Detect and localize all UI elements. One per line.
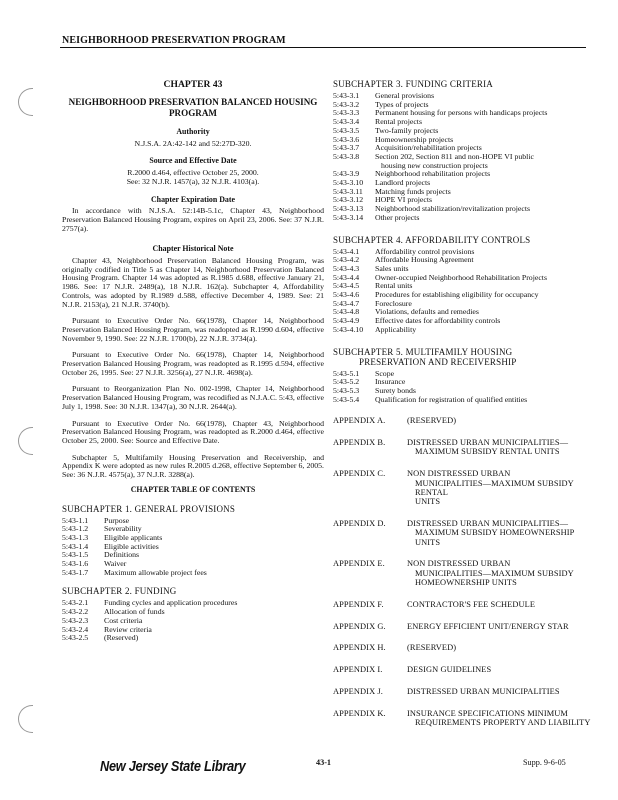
- section-number: 5:43-1.6: [62, 559, 89, 569]
- appendix-label: APPENDIX E.: [333, 559, 385, 569]
- section-entry: [333, 109, 595, 118]
- section-title: [375, 370, 595, 379]
- appendix-entry: [333, 559, 595, 587]
- toc-right: [333, 79, 595, 404]
- appendix-label: APPENDIX G.: [333, 621, 386, 631]
- section-title-text: Homeownership projects: [375, 134, 454, 144]
- section-number: 5:43-3.14: [333, 212, 364, 222]
- appendix-entry: [333, 687, 595, 696]
- section-number: 5:43-4.10: [333, 324, 364, 334]
- section-title-text: Foreclosure: [375, 298, 412, 308]
- expiration-paragraph: In accordance with N.J.S.A. 52:14B-5.1c, Chapter 43, Neighborhood Preservation Balanced Housing Program, expires on April 23, 2006. See: 37 N.J.R. 2757(a).: [62, 206, 324, 233]
- section-title-text: Two-family projects: [375, 125, 439, 135]
- appendix-label: APPENDIX J.: [333, 686, 383, 696]
- section-number: 5:43-4.2: [333, 255, 360, 265]
- section-number: 5:43-4.7: [333, 298, 360, 308]
- appendix-label: APPENDIX K.: [333, 708, 386, 718]
- subchapter-heading: SUBCHAPTER 1. GENERAL PROVISIONS: [62, 503, 236, 514]
- expiration-heading: Chapter Expiration Date: [150, 194, 236, 204]
- appendix-title: [407, 622, 595, 631]
- running-head: NEIGHBORHOOD PRESERVATION PROGRAM: [62, 35, 286, 46]
- section-entry: [62, 534, 324, 543]
- section-number: 5:43-3.3: [333, 108, 360, 118]
- section-number: 5:43-3.6: [333, 134, 360, 144]
- appendix-title: [407, 519, 595, 547]
- section-entry: [333, 214, 595, 223]
- section-number: 5:43-5.3: [333, 385, 360, 395]
- section-title-text: Sales units: [375, 263, 409, 273]
- appendix-title: [407, 687, 595, 696]
- section-title-text: Neighborhood stabilization/revitalization projects: [375, 204, 531, 214]
- section-number: 5:43-4.5: [333, 281, 360, 291]
- appendix-title-continued: MAXIMUM SUBSIDY HOMEOWNERSHIP UNITS: [415, 528, 575, 547]
- section-entry: [333, 326, 595, 335]
- subchapter-heading: SUBCHAPTER 3. FUNDING CRITERIA: [333, 79, 494, 89]
- section-title-text: Other projects: [375, 212, 420, 222]
- section-title-text: Acquisition/rehabilitation projects: [375, 143, 482, 153]
- section-title-text: Insurance: [375, 377, 406, 387]
- appendix-title-line: DISTRESSED URBAN MUNICIPALITIES—: [407, 438, 569, 448]
- appendix-title-line: DISTRESSED URBAN MUNICIPALITIES—: [407, 518, 569, 528]
- section-title-text: Surety bonds: [375, 385, 416, 395]
- section-number: 5:43-3.11: [333, 186, 363, 196]
- appendix-title: [407, 438, 595, 457]
- section-number: 5:43-3.2: [333, 99, 360, 109]
- section-entry: [62, 617, 324, 626]
- subchapter-block: [333, 79, 595, 223]
- section-entry: [62, 517, 324, 526]
- section-entry: [62, 634, 324, 643]
- section-title-text: Funding cycles and application procedures: [104, 598, 238, 608]
- section-title-text: Review criteria: [104, 624, 152, 634]
- subchapter-heading-continued: PRESERVATION AND RECEIVERSHIP: [359, 356, 517, 367]
- appendix-entry: [333, 519, 595, 547]
- appendix-title: [407, 665, 595, 674]
- section-list: [62, 599, 324, 643]
- section-title-text: Rental units: [375, 281, 413, 291]
- section-number: 5:43-1.1: [62, 515, 89, 525]
- appendix-title-continued: UNITS: [415, 497, 441, 507]
- section-number: 5:43-3.8: [333, 151, 360, 161]
- section-title-text: Violations, defaults and remedies: [375, 307, 479, 317]
- section-title-text: Maximum allowable project fees: [104, 567, 207, 577]
- history-note: [62, 257, 324, 480]
- section-entry: [333, 179, 595, 188]
- section-number: 5:43-4.9: [333, 316, 360, 326]
- section-title-text: Qualification for registration of qualified entities: [375, 394, 528, 404]
- appendix-title-continued: HOMEOWNERSHIP UNITS: [415, 577, 517, 587]
- section-number: 5:43-1.5: [62, 550, 89, 560]
- section-number: 5:43-4.8: [333, 307, 360, 317]
- appendix-title: [407, 600, 595, 609]
- appendix-title: [407, 709, 595, 728]
- section-number: 5:43-3.7: [333, 143, 360, 153]
- chapter-number: CHAPTER 43: [163, 79, 223, 90]
- section-title-text: Landlord projects: [375, 178, 431, 188]
- section-title-text: Purpose: [104, 515, 130, 525]
- section-title-text: Eligible applicants: [104, 532, 163, 542]
- appendix-label: APPENDIX A.: [333, 416, 386, 426]
- appendix-label: APPENDIX H.: [333, 643, 386, 653]
- section-number: 5:43-4.6: [333, 290, 360, 300]
- history-paragraph: Pursuant to Executive Order No. 66(1978), Chapter 14, Neighborhood Preservation Balanced Housing Program, was readopted as R.1995 d.594, effective October 26, 1995. See: 27 N.J.R. 3256(a), 27 N.J.R. 4698(a).: [62, 350, 324, 377]
- section-entry: [62, 525, 324, 534]
- section-title-text: Scope: [375, 368, 395, 378]
- section-number: 5:43-5.2: [333, 377, 360, 387]
- appendix-label: APPENDIX C.: [333, 469, 386, 479]
- section-title: [104, 551, 324, 560]
- authority-text: N.J.S.A. 2A:42-142 and 52:27D-320.: [134, 138, 252, 148]
- section-title-text: Allocation of funds: [104, 607, 165, 617]
- section-number: 5:43-2.2: [62, 607, 89, 617]
- section-entry: [333, 291, 595, 300]
- subchapter-block: [62, 504, 324, 578]
- section-entry: [333, 92, 595, 101]
- subchapter-block: [333, 235, 595, 335]
- history-paragraph: Chapter 43, Neighborhood Preservation Balanced Housing Program, was originally codified in Title 5 as Chapter 14, Neighborhood Preservation Balanced Housing Program. Chapter 14 was adopted as R.1985 d.688, effective January 21, 1986. See: 17 N.J.R. 2489(a), 18 N.J.R. 162(a). Subchapter 4, Affordability Controls, was adopted by R.1989 d.588, effective December 4, 1989. See: 21 N.J.R. 2153(a), 21 N.J.R. 3740(b).: [62, 256, 324, 309]
- section-title-text: Procedures for establishing eligibility for occupancy: [375, 290, 539, 300]
- section-title: [375, 214, 595, 223]
- authority-heading: Authority: [176, 127, 210, 136]
- section-title-text: Owner-occupied Neighborhood Rehabilitation Projects: [375, 272, 547, 282]
- section-title-text: Severability: [104, 524, 142, 534]
- section-entry: [333, 188, 595, 197]
- appendix-title-line: (RESERVED): [407, 643, 457, 653]
- section-title: [375, 153, 595, 170]
- appendix-label: APPENDIX D.: [333, 518, 386, 528]
- section-title-continued: housing new construction projects: [381, 160, 488, 170]
- section-number: 5:43-1.2: [62, 524, 89, 534]
- section-entry: [62, 599, 324, 608]
- section-number: 5:43-3.12: [333, 195, 364, 205]
- section-entry: [333, 396, 595, 405]
- section-entry: [333, 256, 595, 265]
- section-number: 5:43-2.3: [62, 615, 89, 625]
- supplement-date: Supp. 9-6-05: [523, 758, 566, 767]
- appendix-title: [407, 469, 595, 506]
- section-entry: [62, 626, 324, 635]
- appendix-title-continued: REQUIREMENTS PROPERTY AND LIABILITY: [415, 718, 591, 728]
- section-title-text: Types of projects: [375, 99, 429, 109]
- section-number: 5:43-3.10: [333, 178, 364, 188]
- appendix-title-line: CONTRACTOR'S FEE SCHEDULE: [407, 599, 536, 609]
- source-line: R.2000 d.464, effective October 25, 2000.: [127, 168, 259, 178]
- section-number: 5:43-2.4: [62, 624, 89, 634]
- appendix-entry: [333, 438, 595, 457]
- section-entry: [333, 317, 595, 326]
- section-number: 5:43-3.5: [333, 125, 360, 135]
- appendix-entry: [333, 665, 595, 674]
- appendix-title-line: NON DISTRESSED URBAN: [407, 469, 511, 479]
- section-entry: [333, 274, 595, 283]
- section-title-text: Cost criteria: [104, 615, 143, 625]
- section-title-text: Neighborhood rehabilitation projects: [375, 169, 491, 179]
- section-number: 5:43-1.3: [62, 532, 89, 542]
- section-number: 5:43-4.1: [333, 246, 360, 256]
- library-stamp: New Jersey State Library: [100, 759, 246, 775]
- appendix-title-line: INSURANCE SPECIFICATIONS MINIMUM: [407, 708, 568, 718]
- subchapter-heading: SUBCHAPTER 5. MULTIFAMILY HOUSING: [333, 346, 513, 357]
- section-number: 5:43-3.13: [333, 204, 364, 214]
- subchapter-heading: SUBCHAPTER 4. AFFORDABILITY CONTROLS: [333, 234, 531, 245]
- appendix-label: APPENDIX F.: [333, 599, 384, 609]
- section-entry: [62, 543, 324, 552]
- section-entry: [62, 551, 324, 560]
- section-title-text: Effective dates for affordability controls: [375, 316, 501, 326]
- source-heading: Source and Effective Date: [149, 156, 237, 166]
- appendix-entry: [333, 622, 595, 631]
- section-title-text: Permanent housing for persons with handicaps projects: [375, 108, 548, 118]
- section-title: [104, 569, 324, 578]
- section-entry: [333, 153, 595, 170]
- punch-hole-mark: [18, 427, 33, 455]
- appendix-entry: [333, 600, 595, 609]
- section-number: 5:43-2.1: [62, 598, 89, 608]
- appendix-entry: [333, 469, 595, 506]
- section-number: 5:43-5.4: [333, 394, 360, 404]
- subchapter-block: [62, 586, 324, 643]
- section-title: [375, 326, 595, 335]
- section-title-text: Waiver: [104, 559, 127, 569]
- appendix-title-continued: MAXIMUM SUBSIDY RENTAL UNITS: [415, 447, 560, 457]
- section-title: [104, 634, 324, 643]
- section-number: 5:43-1.4: [62, 541, 89, 551]
- section-title-text: Affordable Housing Agreement: [375, 255, 474, 265]
- section-entry: [333, 170, 595, 179]
- chapter-title: NEIGHBORHOOD PRESERVATION BALANCED HOUSING PROGRAM: [68, 97, 318, 118]
- history-paragraph: Pursuant to Reorganization Plan No. 002-1998, Chapter 14, Neighborhood Preservation Balanced Housing Program, was recodified as N.J.A.C. 5:43, effective July 1, 1998. See: 30 N.J.R. 1347(a), 30 N.J.R. 2644(a).: [62, 384, 324, 411]
- section-list: [333, 92, 595, 223]
- section-entry: [62, 569, 324, 578]
- appendix-entry: [333, 416, 595, 425]
- header-rule: [60, 47, 586, 48]
- appendix-entry: [333, 643, 595, 652]
- section-title-text: Affordability control provisions: [375, 246, 475, 256]
- section-number: 5:43-3.4: [333, 117, 360, 127]
- history-heading: Chapter Historical Note: [152, 244, 234, 254]
- section-list: [333, 370, 595, 405]
- appendix-label: APPENDIX I.: [333, 665, 383, 675]
- toc-heading: CHAPTER TABLE OF CONTENTS: [130, 484, 256, 494]
- appendix-title-line: DISTRESSED URBAN MUNICIPALITIES: [407, 686, 560, 696]
- section-title-text: Matching funds projects: [375, 186, 451, 196]
- section-number: 5:43-4.4: [333, 272, 360, 282]
- section-number: 5:43-5.1: [333, 368, 360, 378]
- section-title-text: Applicability: [375, 324, 417, 334]
- history-paragraph: Pursuant to Executive Order No. 66(1978), Chapter 14, Neighborhood Preservation Balanced Housing Program, was readopted as R.1990 d.604, effective November 9, 1990. See: 22 N.J.R. 1700(b), 22 N.J.R. 3734(a).: [62, 316, 324, 343]
- section-entry: [62, 608, 324, 617]
- section-title-text: Rental projects: [375, 117, 422, 127]
- appendix-title: [407, 416, 595, 425]
- left-column: [62, 79, 324, 643]
- section-entry: [333, 370, 595, 379]
- history-paragraph: Pursuant to Executive Order No. 66(1978), Chapter 43, Neighborhood Preservation Balanced Housing Program, was readopted as R.2000 d.464, effective October 25, 2000. See: Source and Effective Date.: [62, 418, 324, 445]
- section-number: 5:43-1.7: [62, 567, 89, 577]
- appendix-title-line: ENERGY EFFICIENT UNIT/ENERGY STAR: [407, 621, 569, 631]
- history-paragraph: Subchapter 5, Multifamily Housing Preservation and Receivership, and Appendix K were adopted as new rules R.2005 d.268, effective September 6, 2005. See: 36 N.J.R. 4575(a), 37 N.J.R. 3288(a).: [62, 452, 324, 480]
- appendix-title-continued: MUNICIPALITIES—MAXIMUM SUBSIDY: [415, 568, 574, 578]
- page-number: 43-1: [316, 758, 332, 767]
- source-line: See: 32 N.J.R. 1457(a), 32 N.J.R. 4103(a).: [126, 176, 260, 186]
- appendix-entry: [333, 709, 595, 728]
- section-title-text: General provisions: [375, 91, 435, 100]
- section-entry: [333, 127, 595, 136]
- section-entry: [333, 205, 595, 214]
- section-title-text: (Reserved): [104, 633, 139, 643]
- punch-hole-mark: [18, 88, 33, 116]
- appendix-label: APPENDIX B.: [333, 438, 386, 448]
- appendix-title-line: NON DISTRESSED URBAN: [407, 559, 511, 569]
- section-entry: [333, 118, 595, 127]
- section-title-text: Definitions: [104, 550, 140, 560]
- section-number: 5:43-4.3: [333, 263, 360, 273]
- section-list: [333, 248, 595, 335]
- appendix-title: [407, 559, 595, 587]
- subchapter-block: [333, 347, 595, 405]
- section-title-text: Eligible activities: [104, 541, 159, 551]
- appendix-list: [333, 416, 595, 727]
- section-number: 5:43-3.1: [333, 91, 360, 100]
- appendix-title: [407, 643, 595, 652]
- subchapter-heading: SUBCHAPTER 2. FUNDING: [62, 586, 177, 597]
- section-number: 5:43-2.5: [62, 633, 89, 643]
- appendix-title-line: (RESERVED): [407, 416, 457, 426]
- appendix-title-continued: MUNICIPALITIES—MAXIMUM SUBSIDY RENTAL: [415, 478, 574, 497]
- section-number: 5:43-3.9: [333, 169, 360, 179]
- section-title: [375, 396, 595, 405]
- section-entry: [333, 378, 595, 387]
- appendix-title-line: DESIGN GUIDELINES: [407, 665, 492, 675]
- toc-left: [62, 504, 324, 643]
- section-title-text: Section 202, Section 811 and non-HOPE VI public: [375, 151, 534, 161]
- section-title-text: HOPE VI projects: [375, 195, 433, 205]
- section-list: [62, 517, 324, 578]
- right-column: [333, 79, 595, 740]
- punch-hole-mark: [18, 705, 33, 733]
